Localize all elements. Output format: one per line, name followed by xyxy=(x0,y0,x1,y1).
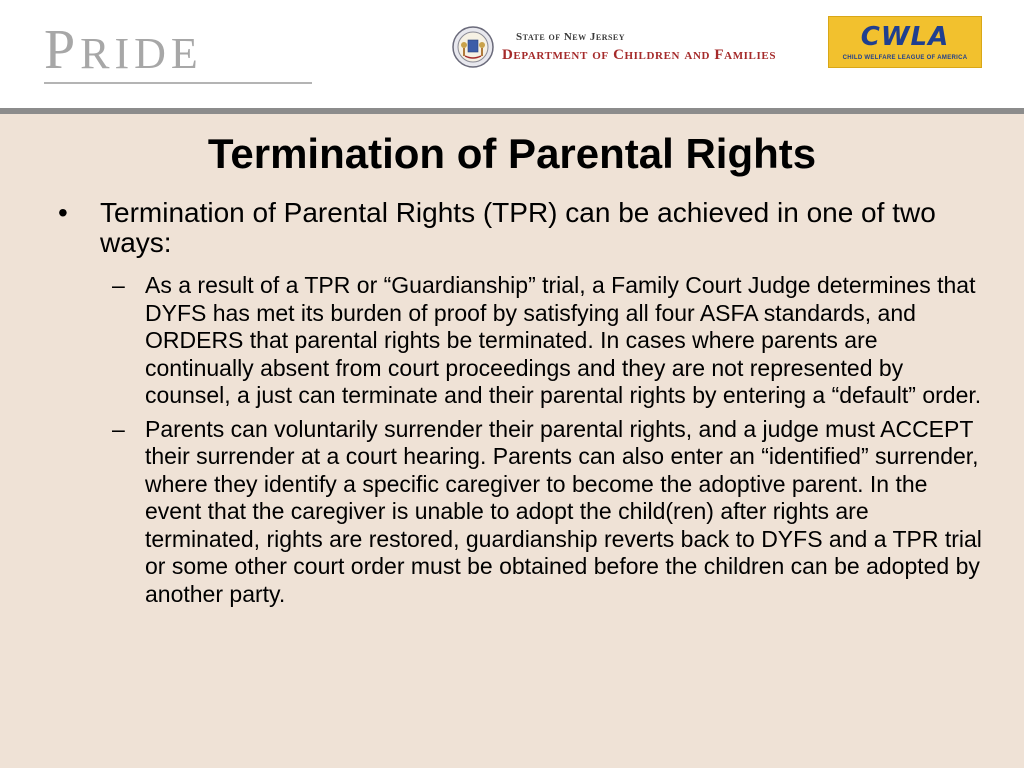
sub-bullet-text: As a result of a TPR or “Guardianship” trial, a Family Court Judge determines that DYFS has met its burden of proof by satisfying all four ASFA standards, and ORDERS that parental rights be terminated. In cases where parents are continually absent from court proceedings and they are not represented by counsel, a just can terminate and their parental rights by entering a “default” order. xyxy=(145,272,982,408)
cwla-logo xyxy=(828,16,982,68)
pride-logo-initial: P xyxy=(44,19,81,81)
pride-logo-underline xyxy=(44,82,312,84)
dcf-department-label: Department of Children and Families xyxy=(502,47,777,63)
dcf-state-label: State of New Jersey xyxy=(516,31,626,43)
dcf-logo xyxy=(502,30,776,66)
sub-bullet-marker: – xyxy=(112,415,125,442)
sub-bullet-item xyxy=(112,416,982,609)
bullet-item xyxy=(58,198,978,258)
cwla-logo-word: CWLA xyxy=(860,22,950,52)
sub-bullet-text: Parents can voluntarily surrender their parental rights, and a judge must ACCEPT their surrender at a court hearing. Parents can also enter an “identified” surrender, where they identify a specific caregiver to become the adoptive parent. In the event that the caregiver is unable to adopt the child(ren) after rights are terminated, rights are restored, guardianship reverts back to DYFS and a TPR trial or some other court order must be obtained before the children can be adopted by another party. xyxy=(145,415,982,607)
bullet-text: Termination of Parental Rights (TPR) can be achieved in one of two ways: xyxy=(100,197,936,258)
pride-logo xyxy=(44,19,203,82)
sub-bullet-marker: – xyxy=(112,272,125,298)
slide-title: Termination of Parental Rights xyxy=(207,130,817,177)
cwla-logo-subtitle: CHILD WELFARE LEAGUE OF AMERICA xyxy=(842,55,968,61)
nj-state-seal-icon xyxy=(452,26,494,68)
sub-bullet-list xyxy=(112,272,982,614)
slide-header xyxy=(0,0,1024,108)
pride-logo-rest: RIDE xyxy=(80,29,203,78)
sub-bullet-item xyxy=(112,272,982,410)
header-divider xyxy=(0,108,1024,114)
bullet-marker: • xyxy=(58,197,68,228)
